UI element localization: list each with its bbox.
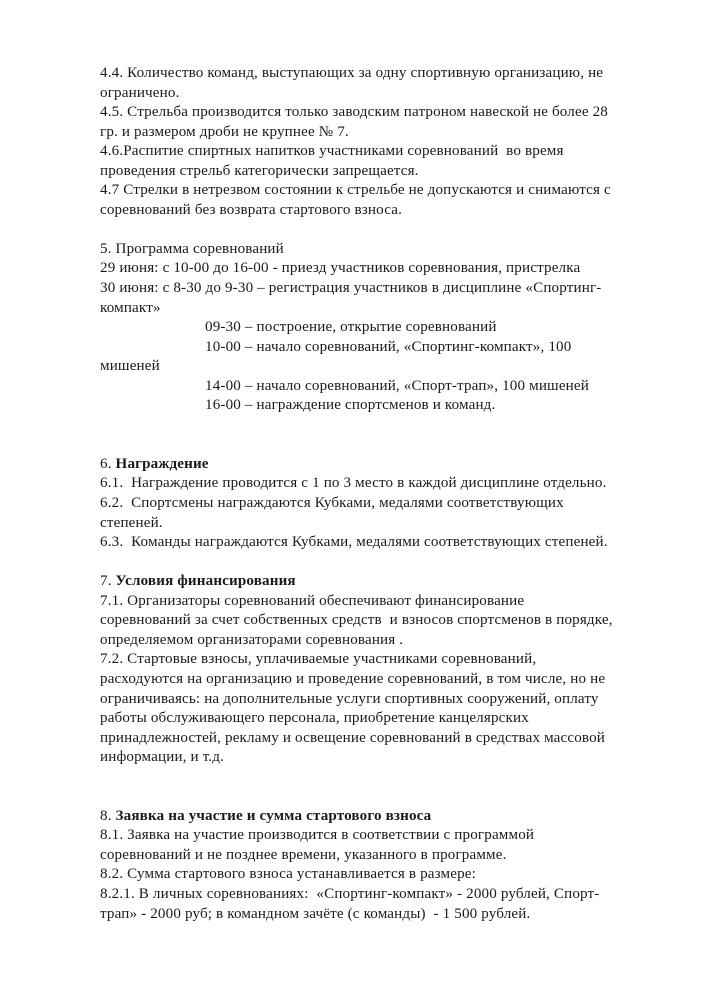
paragraph-spacer — [100, 553, 652, 573]
awards-heading-number: 6. — [100, 455, 116, 472]
program-heading: 5. Программа соревнований — [100, 240, 284, 257]
paragraph-spacer — [100, 787, 652, 807]
program-line: 29 июня: с 10-00 до 16-00 - приезд участников соревнования, пристрелка — [100, 260, 581, 277]
rules-line: 4.7 Стрелки в нетрезвом состоянии к стрельбе не допускаются и снимаются с — [100, 182, 611, 199]
program-line: компакт» — [100, 299, 161, 316]
section-rules — [100, 64, 652, 220]
program-schedule-item: 16-00 – награждение спортсменов и команд. — [205, 397, 496, 414]
paragraph-spacer — [100, 220, 652, 240]
application-heading-title: Заявка на участие и сумма стартового взноса — [115, 807, 432, 824]
rules-line: гр. и размером дроби не крупнее № 7. — [100, 123, 349, 140]
application-line: 8.2. Сумма стартового взноса устанавливается в размере: — [100, 866, 477, 883]
financing-line: расходуются на организацию и проведение соревнований, в том числе, но не — [100, 670, 606, 687]
rules-line: 4.6.Распитие спиртных напитков участниками соревнований во время — [100, 143, 564, 160]
financing-line: ограничиваясь: на дополнительные услуги спортивных сооружений, оплату — [100, 690, 599, 707]
application-heading — [100, 807, 652, 827]
financing-line: работы обслуживающего персонала, приобретение канцелярских — [100, 710, 529, 727]
program-schedule-item: 09-30 – построение, открытие соревнований — [205, 319, 497, 336]
financing-heading-number: 7. — [100, 573, 116, 590]
rules-line: соревнований без возврата стартового взноса. — [100, 201, 403, 218]
paragraph-spacer — [100, 435, 652, 455]
awards-line: 6.1. Награждение проводится с 1 по 3 место в каждой дисциплине отдельно. — [100, 475, 607, 492]
section-program — [100, 240, 652, 416]
financing-line: принадлежностей, рекламу и освещение соревнований в средствах массовой — [100, 729, 606, 746]
rules-line: 4.4. Количество команд, выступающих за одну спортивную организацию, не — [100, 65, 604, 81]
awards-heading — [100, 455, 652, 475]
financing-line: соревнований за счет собственных средств и взносов спортсменов в порядке, — [100, 612, 613, 629]
paragraph-spacer — [100, 416, 652, 436]
financing-line: определяемом организаторами соревнования . — [100, 631, 404, 648]
awards-line: 6.3. Команды награждаются Кубками, медалями соответствующих степеней. — [100, 534, 608, 551]
awards-line: степеней. — [100, 514, 163, 531]
financing-heading — [100, 572, 652, 592]
application-line: трап» - 2000 руб; в командном зачёте (с команды) - 1 500 рублей. — [100, 905, 531, 922]
application-heading-number: 8. — [100, 807, 116, 824]
rules-line: проведения стрельб категорически запрещается. — [100, 162, 419, 179]
program-schedule-item: 10-00 – начало соревнований, «Спортинг-компакт», 100 — [205, 338, 572, 355]
awards-heading-title: Награждение — [115, 455, 209, 472]
rules-line: ограничено. — [100, 84, 180, 101]
program-schedule-wrap: мишеней — [100, 358, 160, 375]
paragraph-spacer — [100, 768, 652, 788]
section-application — [100, 807, 652, 924]
application-line: 8.2.1. В личных соревнованиях: «Спортинг-компакт» - 2000 рублей, Спорт- — [100, 885, 600, 902]
section-financing — [100, 572, 652, 767]
rules-line: 4.5. Стрельба производится только заводским патроном навеской не более 28 — [100, 104, 609, 121]
section-awards — [100, 455, 652, 553]
application-line: соревнований и не позднее времени, указанного в программе. — [100, 846, 507, 863]
document-text-body — [100, 64, 652, 924]
financing-line: информации, и т.д. — [100, 749, 224, 766]
financing-heading-title: Условия финансирования — [115, 573, 296, 590]
financing-line: 7.1. Организаторы соревнований обеспечивают финансирование — [100, 592, 525, 609]
program-line: 30 июня: с 8-30 до 9-30 – регистрация участников в дисциплине «Спортинг- — [100, 280, 602, 297]
application-line: 8.1. Заявка на участие производится в соответствии с программой — [100, 827, 535, 844]
awards-line: 6.2. Спортсмены награждаются Кубками, медалями соответствующих — [100, 495, 564, 512]
financing-line: 7.2. Стартовые взносы, уплачиваемые участниками соревнований, — [100, 651, 537, 668]
program-schedule-item: 14-00 – начало соревнований, «Спорт-трап», 100 мишеней — [205, 377, 589, 394]
